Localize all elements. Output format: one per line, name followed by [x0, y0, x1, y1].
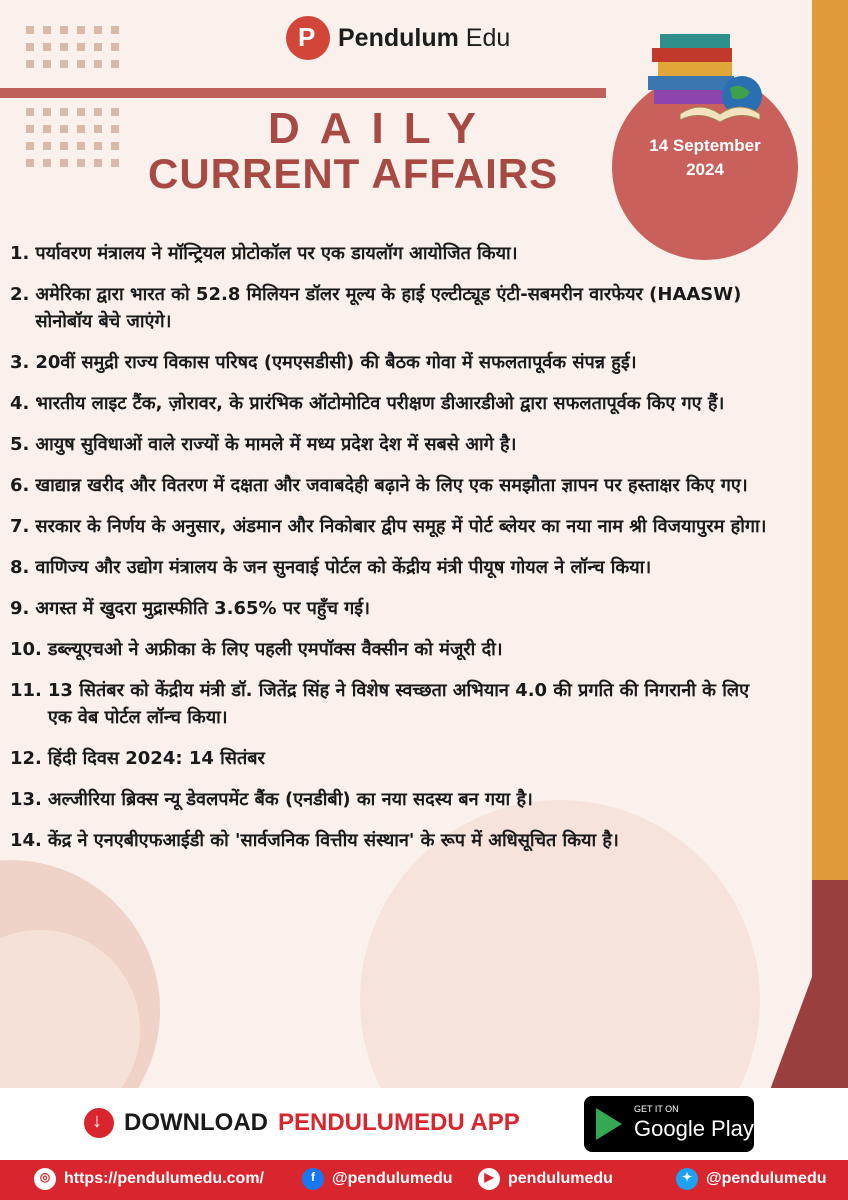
- item-text: अल्जीरिया ब्रिक्स न्यू डेवलपमेंट बैंक (एनडीबी) का नया सदस्य बन गया है।: [47, 789, 533, 810]
- list-item: [10, 513, 770, 540]
- news-list: [10, 240, 770, 868]
- page-title: CURRENT AFFAIRS: [148, 150, 559, 197]
- item-text: 13 सितंबर को केंद्रीय मंत्री डॉ. जितेंद्र सिंह ने विशेष स्वच्छता अभियान 4.0 की प्रगति की निगरानी के लिए एक वेब पोर्टल लॉन्च किया।: [47, 680, 750, 728]
- item-text: आयुष सुविधाओं वाले राज्यों के मामले में मध्य प्रदेश देश में सबसे आगे है।: [35, 434, 517, 455]
- list-item: [10, 472, 770, 499]
- item-text: अमेरिका द्वारा भारत को 52.8 मिलियन डॉलर मूल्य के हाई एल्टीट्यूड एंटी-सबमरीन वारफेयर (HAASW) सोनोबॉय बेचे जाएंगे।: [35, 284, 742, 332]
- books-icon: [640, 26, 770, 130]
- list-item: [10, 786, 770, 813]
- list-item: [10, 677, 770, 731]
- list-item: [10, 595, 770, 622]
- item-text: पर्यावरण मंत्रालय ने मॉन्ट्रियल प्रोटोकॉल पर एक डायलॉग आयोजित किया।: [35, 243, 518, 264]
- item-text: सरकार के निर्णय के अनुसार, अंडमान और निकोबार द्वीप समूह में पोर्ट ब्लेयर का नया नाम श्री विजयापुरम होगा।: [35, 516, 767, 537]
- item-text: खाद्यान्न खरीद और वितरण में दक्षता और जवाबदेही बढ़ाने के लिए एक समझौता ज्ञापन पर हस्ताक्षर किए गए।: [35, 475, 748, 496]
- item-number: 1.: [10, 243, 30, 264]
- item-number: 3.: [10, 352, 30, 373]
- item-number: 10.: [10, 639, 42, 660]
- download-icon: [84, 1108, 114, 1138]
- item-number: 4.: [10, 393, 30, 414]
- list-item: [10, 240, 770, 267]
- google-play-button[interactable]: GET IT ON Google Play: [584, 1096, 754, 1152]
- twitter-link[interactable]: ✦ @pendulumedu: [676, 1168, 826, 1190]
- brand-logo[interactable]: [286, 16, 510, 60]
- item-text: हिंदी दिवस 2024: 14 सितंबर: [47, 748, 265, 769]
- decor-dots: [26, 26, 119, 68]
- decor-dots: [26, 108, 119, 167]
- item-text: वाणिज्य और उद्योग मंत्रालय के जन सुनवाई पोर्टल को केंद्रीय मंत्री पीयूष गोयल ने लॉन्च किया।: [35, 557, 652, 578]
- list-item: [10, 636, 770, 663]
- item-number: 6.: [10, 475, 30, 496]
- item-number: 9.: [10, 598, 30, 619]
- date-text: 14 September 2024: [649, 136, 761, 179]
- facebook-icon: f: [302, 1168, 324, 1190]
- decor-bar: [812, 880, 848, 1090]
- website-link[interactable]: ◎ https://pendulumedu.com/: [34, 1168, 264, 1190]
- twitter-icon: ✦: [676, 1168, 698, 1190]
- item-text: डब्ल्यूएचओ ने अफ्रीका के लिए पहली एमपॉक्स वैक्सीन को मंजूरी दी।: [47, 639, 503, 660]
- item-number: 11.: [10, 680, 42, 701]
- list-item: [10, 745, 770, 772]
- facebook-link[interactable]: f @pendulumedu: [302, 1168, 452, 1190]
- download-link[interactable]: ↓ DOWNLOAD PENDULUMEDU APP: [84, 1108, 520, 1138]
- header-rule: [0, 88, 606, 98]
- list-item: [10, 827, 770, 854]
- item-text: भारतीय लाइट टैंक, ज़ोरावर, के प्रारंभिक ऑटोमोटिव परीक्षण डीआरडीओ द्वारा सफलतापूर्वक किए गए हैं।: [35, 393, 725, 414]
- item-number: 14.: [10, 830, 42, 851]
- youtube-icon: ▶: [478, 1168, 500, 1190]
- youtube-link[interactable]: ▶ pendulumedu: [478, 1168, 613, 1190]
- item-text: 20वीं समुद्री राज्य विकास परिषद (एमएसडीसी) की बैठक गोवा में सफलतापूर्वक संपन्न हुई।: [35, 352, 637, 373]
- item-text: अगस्त में खुदरा मुद्रास्फीति 3.65% पर पहुँच गई।: [35, 598, 370, 619]
- list-item: [10, 349, 770, 376]
- play-store-icon: [596, 1108, 622, 1140]
- list-item: [10, 390, 770, 417]
- item-number: 2.: [10, 284, 30, 305]
- item-number: 8.: [10, 557, 30, 578]
- list-item: [10, 554, 770, 581]
- pendulum-logo-icon: [286, 16, 330, 60]
- item-number: 13.: [10, 789, 42, 810]
- heading-daily: DAILY: [268, 104, 496, 153]
- item-text: केंद्र ने एनएबीएफआईडी को 'सार्वजनिक वित्तीय संस्थान' के रूप में अधिसूचित किया है।: [47, 830, 619, 851]
- list-item: [10, 281, 770, 335]
- brand-name: Pendulum Edu: [338, 23, 511, 52]
- item-number: 7.: [10, 516, 30, 537]
- item-number: 5.: [10, 434, 30, 455]
- item-number: 12.: [10, 748, 42, 769]
- list-item: [10, 431, 770, 458]
- globe-icon: ◎: [34, 1168, 56, 1190]
